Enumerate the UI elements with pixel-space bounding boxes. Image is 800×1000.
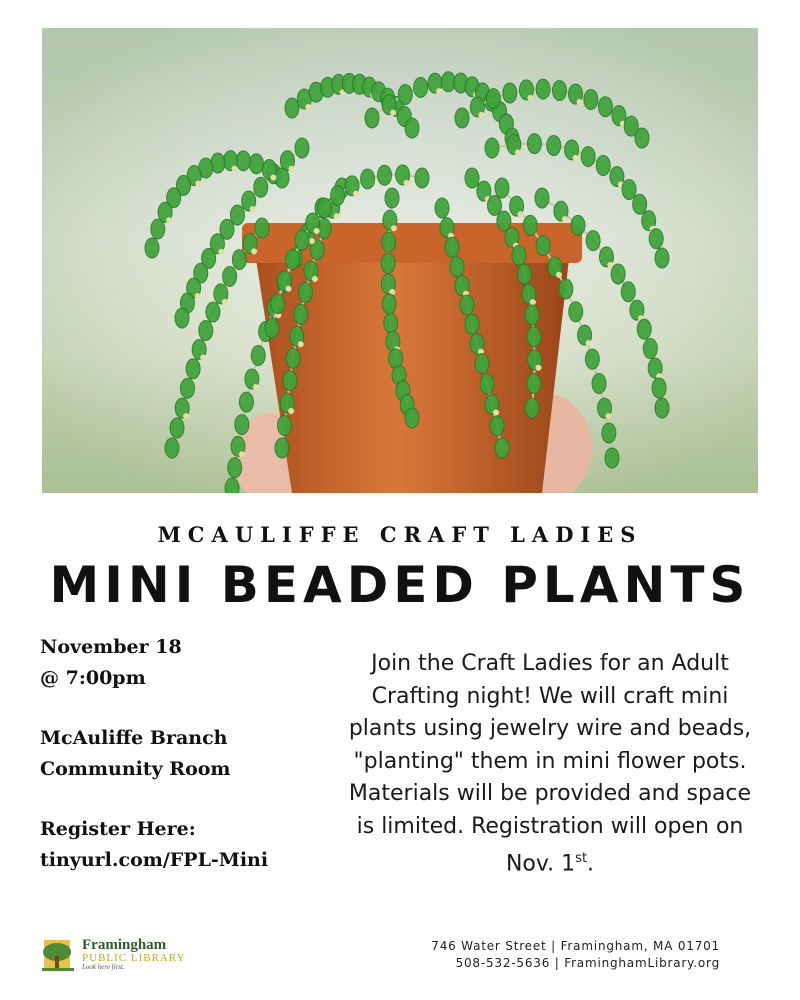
footer-address	[431, 938, 720, 972]
library-logo[interactable]	[40, 938, 186, 974]
hero-photo	[42, 28, 758, 493]
event-subtitle: MCAULIFFE CRAFT LADIES	[157, 522, 643, 547]
logo-line-2: PUBLIC LIBRARY	[82, 952, 186, 964]
contact-line: 508-532-5636 | FraminghamLibrary.org	[455, 956, 720, 970]
event-description	[340, 648, 760, 881]
event-details	[40, 632, 330, 905]
address-line: 746 Water Street | Framingham, MA 01701	[431, 939, 720, 953]
tree-icon	[40, 938, 78, 974]
date-time	[40, 632, 330, 694]
location-line-1: McAuliffe Branch	[40, 727, 228, 749]
location-line-2: Community Room	[40, 758, 231, 780]
event-location	[40, 723, 330, 785]
description-text: Join the Craft Ladies for an Adult Crafting night! We will craft mini plants using jewelry wire and beads, "planting" them in mini flower pots. Materials will be provided and space is limited. Registration will open on Nov. 1	[348, 651, 752, 877]
description-superscript: st	[575, 851, 588, 866]
event-title: MINI BEADED PLANTS	[49, 556, 751, 614]
logo-tagline: Look here first.	[82, 963, 125, 971]
event-time: @ 7:00pm	[40, 667, 146, 689]
logo-text	[82, 938, 186, 971]
register-label: Register Here:	[40, 818, 196, 840]
logo-line-1: Framingham	[82, 937, 167, 953]
event-date: November 18	[40, 636, 182, 658]
registration	[40, 814, 330, 876]
description-end: .	[587, 851, 595, 877]
register-link[interactable]: tinyurl.com/FPL-Mini	[40, 849, 269, 871]
